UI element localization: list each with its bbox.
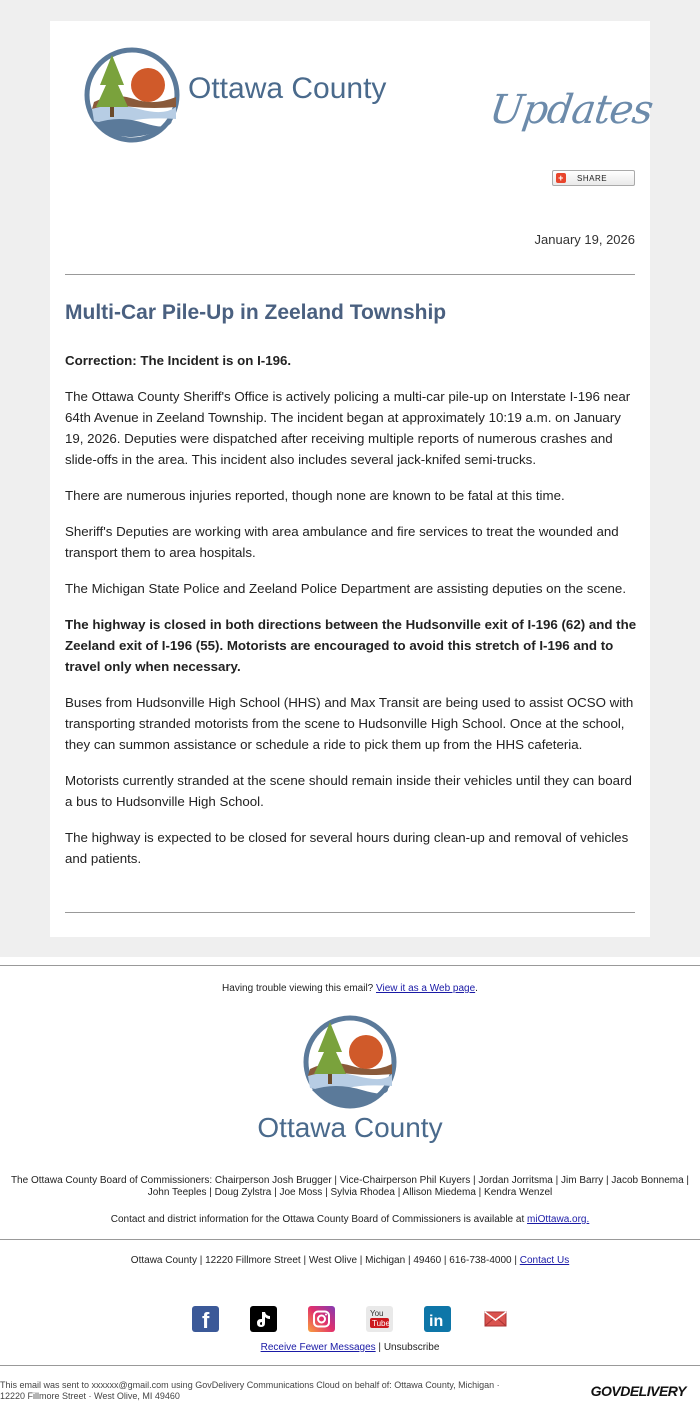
county-seal-icon xyxy=(300,1012,400,1112)
email-icon[interactable] xyxy=(482,1306,509,1332)
footer-logo xyxy=(240,1012,460,1152)
contact-us-link[interactable]: Contact Us xyxy=(519,1255,570,1266)
plus-icon: + xyxy=(556,173,566,183)
svg-text:You: You xyxy=(369,1309,383,1318)
share-label: SHARE xyxy=(577,173,608,183)
divider-bottom xyxy=(65,912,635,913)
logo-title: Ottawa County xyxy=(188,72,387,105)
article-paragraph: Sheriff's Deputies are working with area ambulance and fire services to treat the wounded and transport them to area hospitals. xyxy=(65,524,619,560)
youtube-icon[interactable] xyxy=(366,1306,393,1332)
tiktok-icon[interactable] xyxy=(250,1306,277,1332)
svg-text:f: f xyxy=(201,1308,209,1332)
subscription-links: Receive Fewer Messages | Unsubscribe xyxy=(260,1342,440,1353)
address-line: Ottawa County | 12220 Fillmore Street | West Olive | Michigan | 49460 | 616-738-4000 | Contact Us xyxy=(130,1255,570,1266)
contact-info: Contact and district information for the Ottawa County Board of Commissioners is available at miOttawa.org. xyxy=(110,1214,590,1225)
footer-logo-title: Ottawa County xyxy=(257,1112,443,1143)
commissioners-list: The Ottawa County Board of Commissioners: Chairperson Josh Brugger | Vice-Chairperson Phil Kuyers | Jordan Jorritsma | Jim Barry | Jacob Bonnema | John Teeples | Doug Zylstra | Joe Moss | Sylvia Rhodea | Allison Miedema | Kendra Wenzel xyxy=(10,1175,690,1198)
ottawa-county-logo xyxy=(84,47,404,147)
trouble-viewing: Having trouble viewing this email? View it as a Web page. xyxy=(222,983,478,994)
instagram-icon[interactable] xyxy=(308,1306,335,1332)
share-button[interactable] xyxy=(552,170,635,186)
govdelivery-logo[interactable]: GOVDELIVERY xyxy=(590,1383,686,1399)
divider-top xyxy=(65,274,635,275)
article-paragraph: The highway is expected to be closed for several hours during clean-up and removal of vehicles and patients. xyxy=(65,830,629,866)
article-paragraph: Correction: The Incident is on I-196. xyxy=(65,353,292,368)
updates-label: Updates xyxy=(486,87,656,133)
article-paragraph: The highway is closed in both directions between the Hudsonville exit of I-196 (62) and the Zeeland exit of I-196 (55). Motorists are encouraged to avoid this stretch of I-196 and to travel only when necessary. xyxy=(65,617,637,674)
unsubscribe-link[interactable]: Unsubscribe xyxy=(383,1342,440,1353)
footer-divider-2 xyxy=(0,1239,700,1240)
publish-date: January 19, 2026 xyxy=(534,232,635,247)
footer-divider xyxy=(0,965,700,966)
county-seal-icon xyxy=(84,47,184,147)
article-headline: Multi-Car Pile-Up in Zeeland Township xyxy=(65,301,447,324)
social-links xyxy=(0,1306,700,1332)
svg-text:in: in xyxy=(428,1313,443,1330)
sent-info: This email was sent to xxxxxx@gmail.com using GovDelivery Communications Cloud on behalf of: Ottawa County, Michigan · 12220 Fillmore Street · West Olive, MI 49460 xyxy=(0,1380,500,1401)
email-footer xyxy=(0,983,700,1410)
svg-text:Tube: Tube xyxy=(371,1319,390,1328)
article-paragraph: Buses from Hudsonville High School (HHS) and Max Transit are being used to assist OCSO with transporting stranded motorists from the scene to Hudsonville High School. Once at the school, they can summon assistance or schedule a ride to pick them up from the HHS cafeteria. xyxy=(65,695,634,752)
email-card xyxy=(50,21,656,937)
receive-fewer-link[interactable]: Receive Fewer Messages xyxy=(260,1342,376,1353)
article-body xyxy=(65,350,637,884)
article-paragraph: There are numerous injuries reported, though none are known to be fatal at this time. xyxy=(65,488,565,503)
miottawa-link[interactable]: miOttawa.org. xyxy=(527,1214,590,1225)
bottom-bar xyxy=(0,1365,700,1410)
article-paragraph: Motorists currently stranded at the scene should remain inside their vehicles until they can board a bus to Hudsonville High School. xyxy=(65,773,632,809)
web-page-link[interactable]: View it as a Web page xyxy=(376,983,476,994)
linkedin-icon[interactable] xyxy=(424,1306,451,1332)
article-paragraph: The Ottawa County Sheriff's Office is actively policing a multi-car pile-up on Interstate I-196 near 64th Avenue in Zeeland Township. The incident began at approximately 10:19 a.m. on January 19, 2026. Deputies were dispatched after receiving multiple reports of numerous crashes and slide-offs in the area. This incident also includes several jack-knifed semi-trucks. xyxy=(65,389,631,467)
facebook-icon[interactable] xyxy=(192,1306,219,1332)
trouble-text: Having trouble viewing this email? xyxy=(222,983,374,994)
article-paragraph: The Michigan State Police and Zeeland Police Department are assisting deputies on the scene. xyxy=(65,581,627,596)
